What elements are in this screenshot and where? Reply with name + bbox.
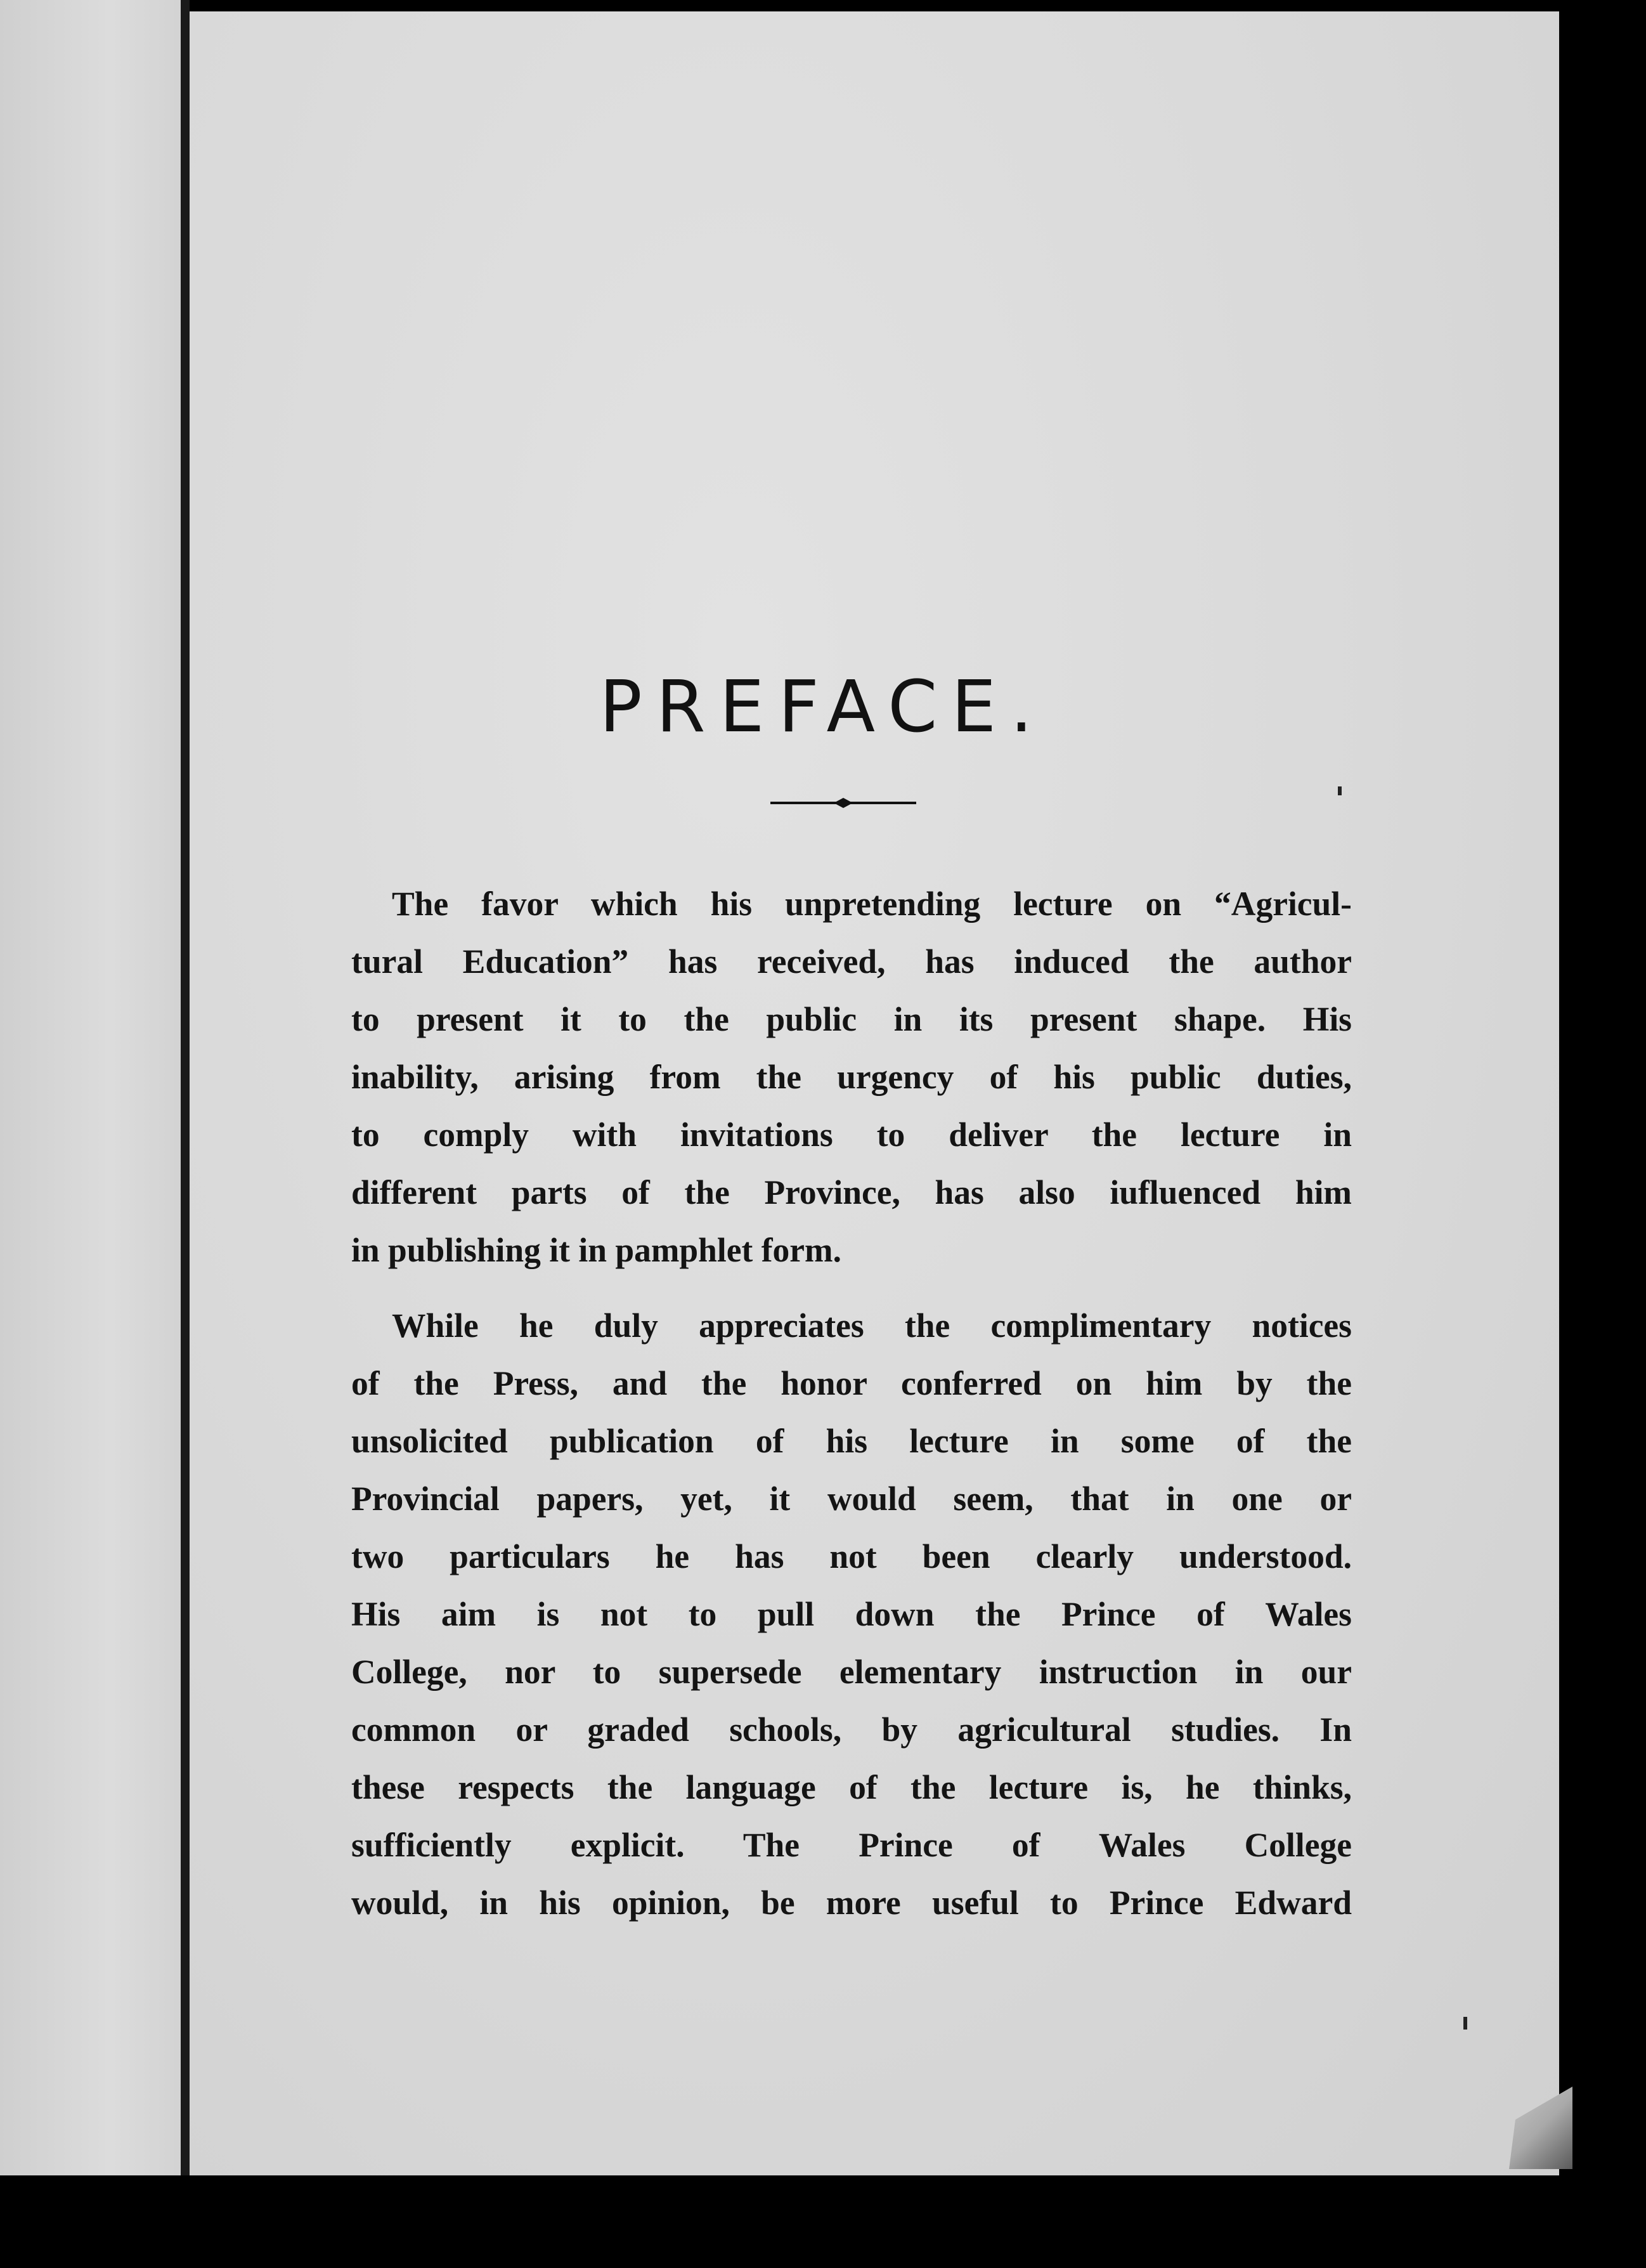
left-margin-strip	[0, 0, 184, 2175]
preface-body	[351, 875, 1352, 1932]
text-line: in publishing it in pamphlet form.	[351, 1231, 841, 1269]
text-line: His aim is not to pull down the Prince of Wales	[351, 1595, 1352, 1633]
text-line: The favor which his unpretending lecture on “Agricul-	[392, 885, 1352, 923]
text-line: of the Press, and the honor conferred on him by the	[351, 1364, 1352, 1402]
text-line: different parts of the Province, has also iufluenced him	[351, 1173, 1352, 1211]
text-line: to comply with invitations to deliver the lecture in	[351, 1116, 1352, 1154]
paragraph-1	[351, 875, 1352, 1279]
text-line: inability, arising from the urgency of his public duties,	[351, 1058, 1352, 1096]
text-line: these respects the language of the lecture is, he thinks,	[351, 1768, 1352, 1806]
binding-line	[181, 0, 190, 2175]
text-line: Provincial papers, yet, it would seem, that in one or	[351, 1480, 1352, 1518]
text-line: While he duly appreciates the complimentary notices	[392, 1307, 1352, 1345]
text-line: College, nor to supersede elementary instruction in our	[351, 1653, 1352, 1691]
ink-speck	[1338, 786, 1342, 795]
text-line: would, in his opinion, be more useful to Prince Edward	[351, 1884, 1352, 1922]
text-line: unsolicited publication of his lecture in some of the	[351, 1422, 1352, 1460]
text-line: two particulars he has not been clearly understood.	[351, 1537, 1352, 1575]
text-line: tural Education” has received, has induced the author	[351, 942, 1352, 981]
right-scan-border	[1559, 0, 1646, 2268]
text-line: sufficiently explicit. The Prince of Wales College	[351, 1826, 1352, 1864]
text-line: common or graded schools, by agricultural studies. In	[351, 1711, 1352, 1749]
bottom-scan-border	[0, 2175, 1646, 2268]
page-title: PREFACE.	[599, 666, 1047, 748]
ornament-rule	[770, 796, 916, 810]
ink-speck	[1463, 2017, 1467, 2030]
text-line: to present it to the public in its present shape. His	[351, 1000, 1352, 1038]
paragraph-2	[351, 1297, 1352, 1932]
